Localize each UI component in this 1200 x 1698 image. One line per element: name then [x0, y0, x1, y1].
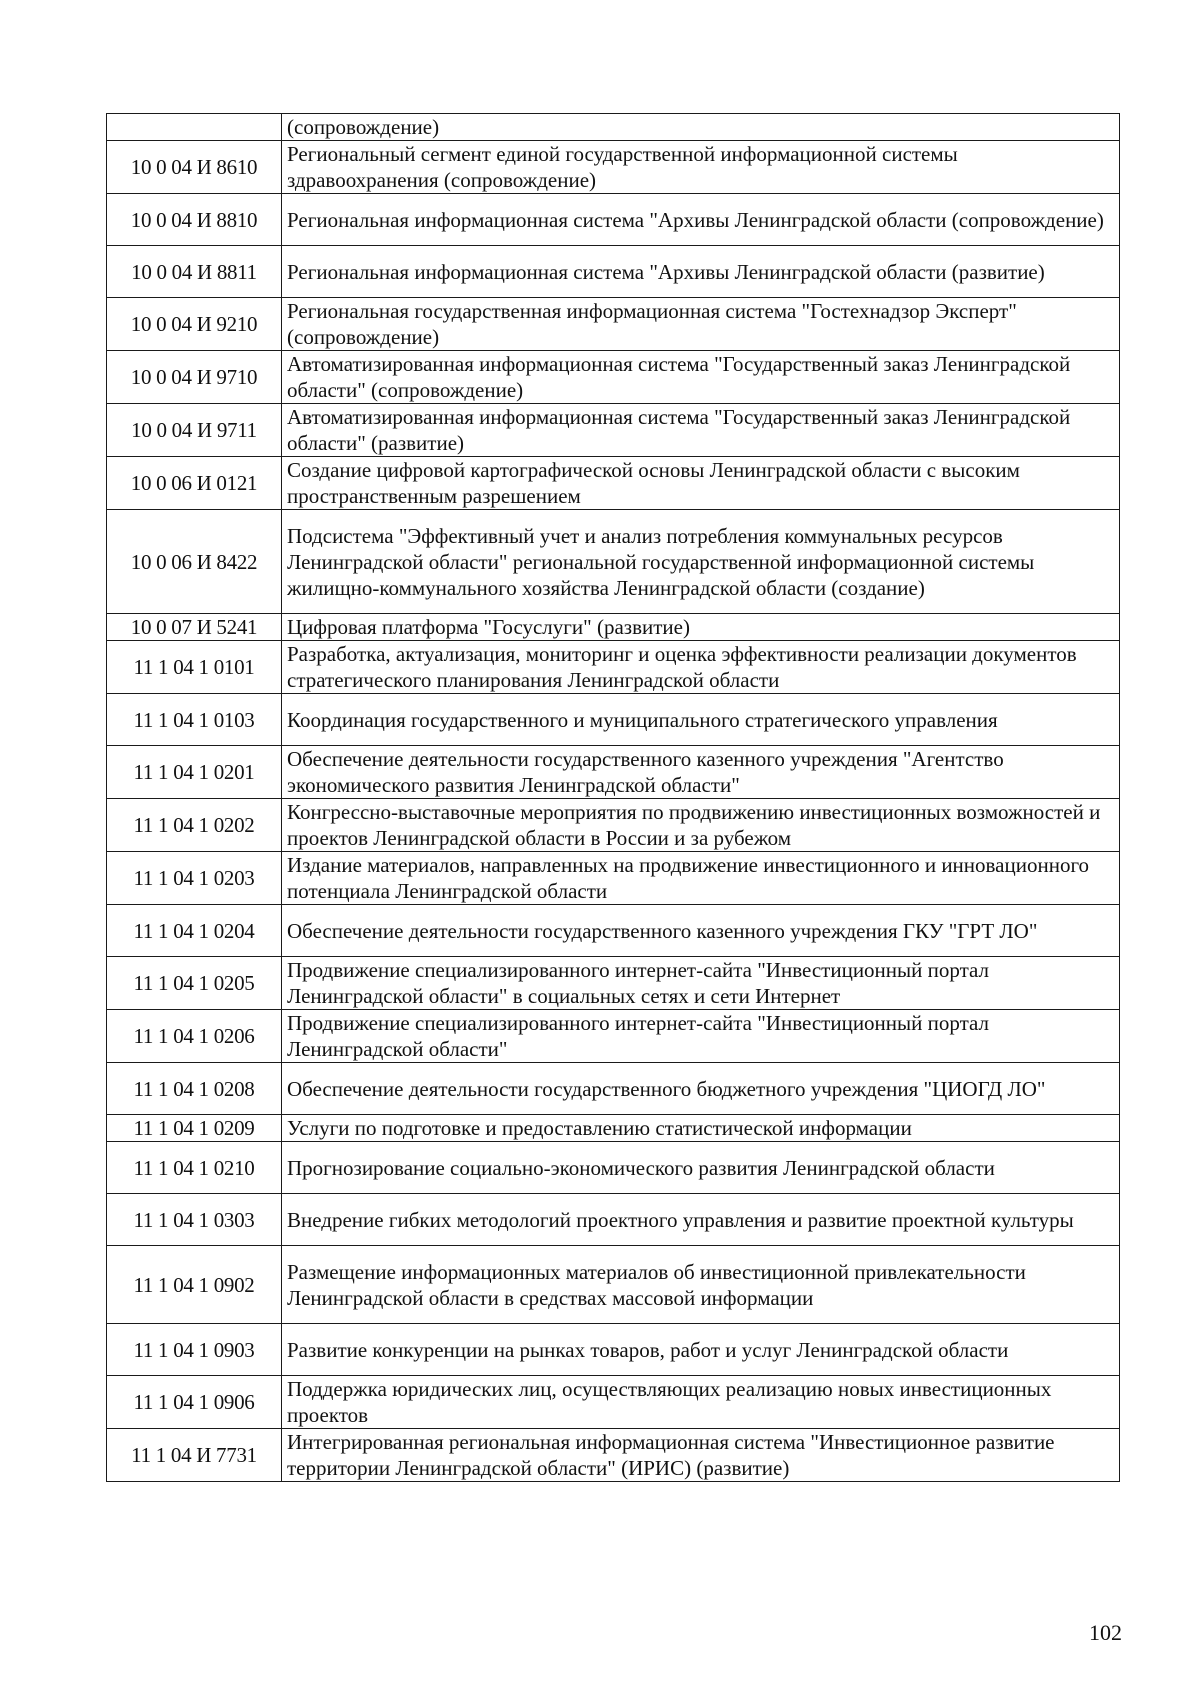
description-cell: Обеспечение деятельности государственного бюджетного учреждения "ЦИОГД ЛО" — [282, 1063, 1120, 1115]
table-body — [107, 114, 1120, 1482]
code-cell: 10 0 04 И 9210 — [107, 298, 282, 351]
table-row — [107, 298, 1120, 351]
code-cell: 11 1 04 И 7731 — [107, 1429, 282, 1482]
description-cell: Автоматизированная информационная система "Государственный заказ Ленинградской области" (развитие) — [282, 404, 1120, 457]
description-cell: Региональная информационная система "Архивы Ленинградской области (сопровождение) — [282, 194, 1120, 246]
description-cell: Координация государственного и муниципального стратегического управления — [282, 694, 1120, 746]
table-row — [107, 457, 1120, 510]
code-cell: 11 1 04 1 0303 — [107, 1194, 282, 1246]
description-cell: Создание цифровой картографической основы Ленинградской области с высоким пространственным разрешением — [282, 457, 1120, 510]
description-cell: Разработка, актуализация, мониторинг и оценка эффективности реализации документов стратегического планирования Ленинградской области — [282, 641, 1120, 694]
code-cell: 10 0 04 И 8610 — [107, 141, 282, 194]
table-row — [107, 1324, 1120, 1376]
description-cell: Подсистема "Эффективный учет и анализ потребления коммунальных ресурсов Ленинградской области" региональной государственной информационной системы жилищно-коммунального хозяйства Ленинградской области (создание) — [282, 510, 1120, 614]
code-cell: 11 1 04 1 0201 — [107, 746, 282, 799]
description-cell: (сопровождение) — [282, 114, 1120, 141]
table-row — [107, 351, 1120, 404]
table-row — [107, 141, 1120, 194]
table-row — [107, 1246, 1120, 1324]
description-cell: Продвижение специализированного интернет-сайта "Инвестиционный портал Ленинградской области" — [282, 1010, 1120, 1063]
table-row — [107, 1194, 1120, 1246]
description-cell: Поддержка юридических лиц, осуществляющих реализацию новых инвестиционных проектов — [282, 1376, 1120, 1429]
table-row — [107, 905, 1120, 957]
code-cell: 11 1 04 1 0203 — [107, 852, 282, 905]
description-cell: Конгрессно-выставочные мероприятия по продвижению инвестиционных возможностей и проектов Ленинградской области в России и за рубежом — [282, 799, 1120, 852]
description-cell: Интегрированная региональная информационная система "Инвестиционное развитие территории Ленинградской области" (ИРИС) (развитие) — [282, 1429, 1120, 1482]
description-cell: Цифровая платформа "Госуслуги" (развитие) — [282, 614, 1120, 641]
table-row — [107, 1115, 1120, 1142]
description-cell: Издание материалов, направленных на продвижение инвестиционного и инновационного потенциала Ленинградской области — [282, 852, 1120, 905]
code-cell: 10 0 06 И 8422 — [107, 510, 282, 614]
description-cell: Региональная информационная система "Архивы Ленинградской области (развитие) — [282, 246, 1120, 298]
table-row — [107, 694, 1120, 746]
code-cell: 10 0 04 И 9711 — [107, 404, 282, 457]
table-row — [107, 1063, 1120, 1115]
description-cell: Обеспечение деятельности государственного казенного учреждения ГКУ "ГРТ ЛО" — [282, 905, 1120, 957]
code-cell: 11 1 04 1 0210 — [107, 1142, 282, 1194]
table-row — [107, 852, 1120, 905]
table-row — [107, 1142, 1120, 1194]
description-cell: Региональная государственная информационная система "Гостехнадзор Эксперт" (сопровождение) — [282, 298, 1120, 351]
table-row — [107, 641, 1120, 694]
budget-codes-table — [106, 113, 1120, 1482]
code-cell: 11 1 04 1 0906 — [107, 1376, 282, 1429]
table-row — [107, 404, 1120, 457]
description-cell: Размещение информационных материалов об инвестиционной привлекательности Ленинградской области в средствах массовой информации — [282, 1246, 1120, 1324]
code-cell: 11 1 04 1 0206 — [107, 1010, 282, 1063]
table-row — [107, 799, 1120, 852]
table-row — [107, 510, 1120, 614]
code-cell: 10 0 04 И 8810 — [107, 194, 282, 246]
code-cell: 11 1 04 1 0205 — [107, 957, 282, 1010]
code-cell: 11 1 04 1 0902 — [107, 1246, 282, 1324]
table-row — [107, 114, 1120, 141]
description-cell: Региональный сегмент единой государственной информационной системы здравоохранения (сопровождение) — [282, 141, 1120, 194]
description-cell: Прогнозирование социально-экономического развития Ленинградской области — [282, 1142, 1120, 1194]
description-cell: Обеспечение деятельности государственного казенного учреждения "Агентство экономического развития Ленинградской области" — [282, 746, 1120, 799]
description-cell: Продвижение специализированного интернет-сайта "Инвестиционный портал Ленинградской области" в социальных сетях и сети Интернет — [282, 957, 1120, 1010]
code-cell: 11 1 04 1 0209 — [107, 1115, 282, 1142]
table-row — [107, 746, 1120, 799]
code-cell: 11 1 04 1 0204 — [107, 905, 282, 957]
description-cell: Услуги по подготовке и предоставлению статистической информации — [282, 1115, 1120, 1142]
code-cell: 11 1 04 1 0903 — [107, 1324, 282, 1376]
code-cell: 10 0 06 И 0121 — [107, 457, 282, 510]
code-cell: 11 1 04 1 0208 — [107, 1063, 282, 1115]
table-row — [107, 957, 1120, 1010]
table-row — [107, 1010, 1120, 1063]
code-cell: 10 0 07 И 5241 — [107, 614, 282, 641]
page-number: 102 — [1089, 1620, 1122, 1645]
description-cell: Внедрение гибких методологий проектного управления и развитие проектной культуры — [282, 1194, 1120, 1246]
code-cell — [107, 114, 282, 141]
table-row — [107, 194, 1120, 246]
code-cell: 10 0 04 И 8811 — [107, 246, 282, 298]
table-row — [107, 1376, 1120, 1429]
table-row — [107, 1429, 1120, 1482]
description-cell: Автоматизированная информационная система "Государственный заказ Ленинградской области" (сопровождение) — [282, 351, 1120, 404]
code-cell: 11 1 04 1 0202 — [107, 799, 282, 852]
table-row — [107, 614, 1120, 641]
code-cell: 11 1 04 1 0103 — [107, 694, 282, 746]
description-cell: Развитие конкуренции на рынках товаров, работ и услуг Ленинградской области — [282, 1324, 1120, 1376]
code-cell: 11 1 04 1 0101 — [107, 641, 282, 694]
code-cell: 10 0 04 И 9710 — [107, 351, 282, 404]
table-row — [107, 246, 1120, 298]
